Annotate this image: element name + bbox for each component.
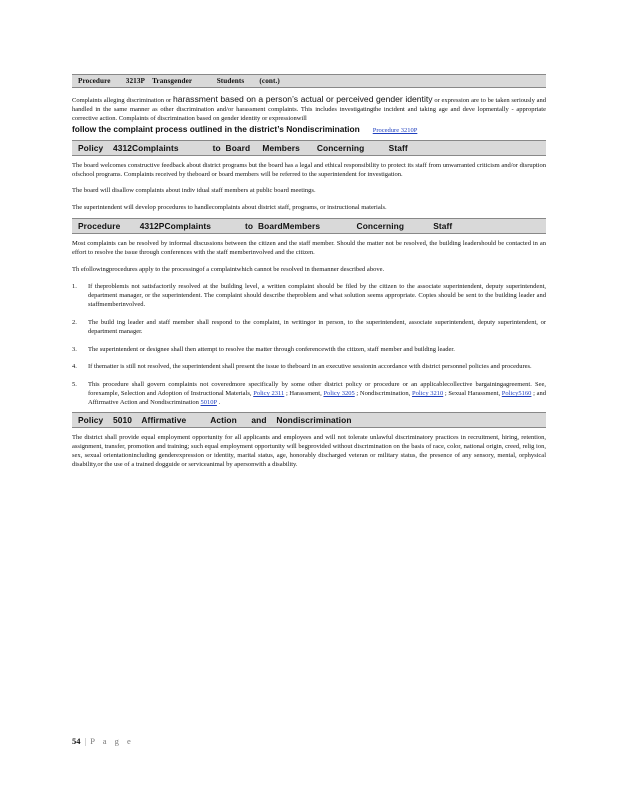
document-page	[72, 70, 546, 470]
list-item: 2. The build ing leader and staff member shall respond to the complaint, in writingor in person, to the superintendent, associate superintendent, deputy superintendent, or department manager.	[72, 318, 546, 335]
section-header-policy-4312: Policy 4312Complaints to Board Members Concerning Staff	[72, 140, 546, 156]
footer-separator: |	[84, 736, 87, 746]
paragraph-superintendent-procedures: The superintendent will develop procedures to handlecomplaints about district staff, programs, or instructional materials.	[72, 204, 387, 212]
complaint-process-text: follow the complaint process outlined in the district’s Nondiscrimination	[72, 123, 360, 134]
complaints-intro-text: Complaints alleging discrimination or	[72, 97, 173, 104]
paragraph-equal-employment: The district shall provide equal employment opportunity for all applicants and employees and will not tolerate unlawful discriminatory practices in recruitment, hiring, retention, assignment, transfer, promotion and training; such equal employment opportunity will begprovided without discrimination on the basis of race, color, national origin, creed, relig ion, sex, sexual orientationincluding genderexpression or identity, marital status, age, honorably discharged veteran or military status, the presence of any sensory, mental, orphysical disability,or the use of a trained dogguide or serviceanimal by apersonwith a disability.	[72, 434, 546, 468]
paragraph-informal-discussions: Most complaints can be resolved by informal discussions between the citizen and the staff member. Should the matter not be resolved, the building leadershould be contacted in an effort to resolve the issue through conferences with the staff memberinvolved and the citizen.	[72, 240, 546, 257]
list-item: 5. This procedure shall govern complaints not coveredmore specifically by some other district policy or procedure or an applicablecollective bargainingagreement. See, forexample, Selection and Adoption of Instructional Materials, Policy 2311 ; Harassment, Policy 3205 ; Nondiscrimination, Policy 3210 ; Sexual Harassment, Policy5160 ; and Affirmative Action and Nondiscrimination 5010P .	[72, 381, 546, 407]
section-header-procedure-4312p: Procedure 4312PComplaints to BoardMembers Concerning Staff	[72, 218, 546, 234]
complaints-body-text: or expression are to be taken seriously and handled in the same manner as other discrimination and/or harassment complaints. This includes investigatingthe incident and taking age and deve lopmentally - appropriate corrective action. Complaints of discrimination based on gender identity or expressionwill	[72, 97, 546, 122]
paragraph-following-procedures: Th efollowingprocedures apply to the processingof a complaintwhich cannot be resolved in themanner described above.	[72, 266, 385, 274]
page-footer	[72, 736, 134, 746]
list-item: 4. If thematter is still not resolved, the superintendent shall present the issue to theboard in an executive sessionin accordance with district personnel policies and procedures.	[72, 363, 532, 371]
page-number: 54	[72, 736, 81, 746]
procedure-steps-list	[72, 283, 546, 408]
link-policy-3210[interactable]: Policy 3210	[411, 390, 444, 398]
link-policy-2311[interactable]: Policy 2311	[253, 390, 285, 398]
section-header-procedure-3213p: Procedure 3213P Transgender Students (cont.)	[72, 74, 546, 88]
list-item: 3. The superintendent or designee shall then attempt to resolve the matter through conferencewith the citizen, staff member and building leader.	[72, 345, 455, 353]
link-policy-3205[interactable]: Policy 3205	[323, 390, 355, 398]
link-procedure-5010p[interactable]: 5010P	[200, 399, 217, 407]
paragraph-complaint-process	[72, 124, 546, 136]
page-label: P a g e	[90, 736, 134, 746]
harassment-gender-identity-text: harassment based on a person’s actual or perceived gender identity	[172, 94, 433, 104]
paragraph-transgender-complaints	[72, 94, 546, 124]
list-item: 1. If theproblemis not satisfactorily resolved at the building level, a written complaint should be filed by the citizen to the associate superintendent, deputy superintendent, department manager, or the superintendent. The complaint should describe theproblem and what solution seems appropriate. Copies should be sent to the building leader and staffmemberinvolved.	[72, 282, 546, 308]
link-policy-5160[interactable]: Policy5160	[501, 390, 532, 398]
section-header-policy-5010: Policy 5010 Affirmative Action and Nondiscrimination	[72, 412, 546, 428]
paragraph-board-feedback: The board welcomes constructive feedback about district programs but the board has a legal and ethical responsibility to protect its staff from unwarranted criticism and/or disruption ofschool programs. Complaints received by theboard or board members will be referred to the superintendent for investigation.	[72, 161, 546, 178]
link-procedure-3210p[interactable]: Procedure 3210P	[372, 126, 418, 134]
paragraph-board-disallow: The board will disallow complaints about indiv idual staff members at public board meetings.	[72, 187, 316, 195]
